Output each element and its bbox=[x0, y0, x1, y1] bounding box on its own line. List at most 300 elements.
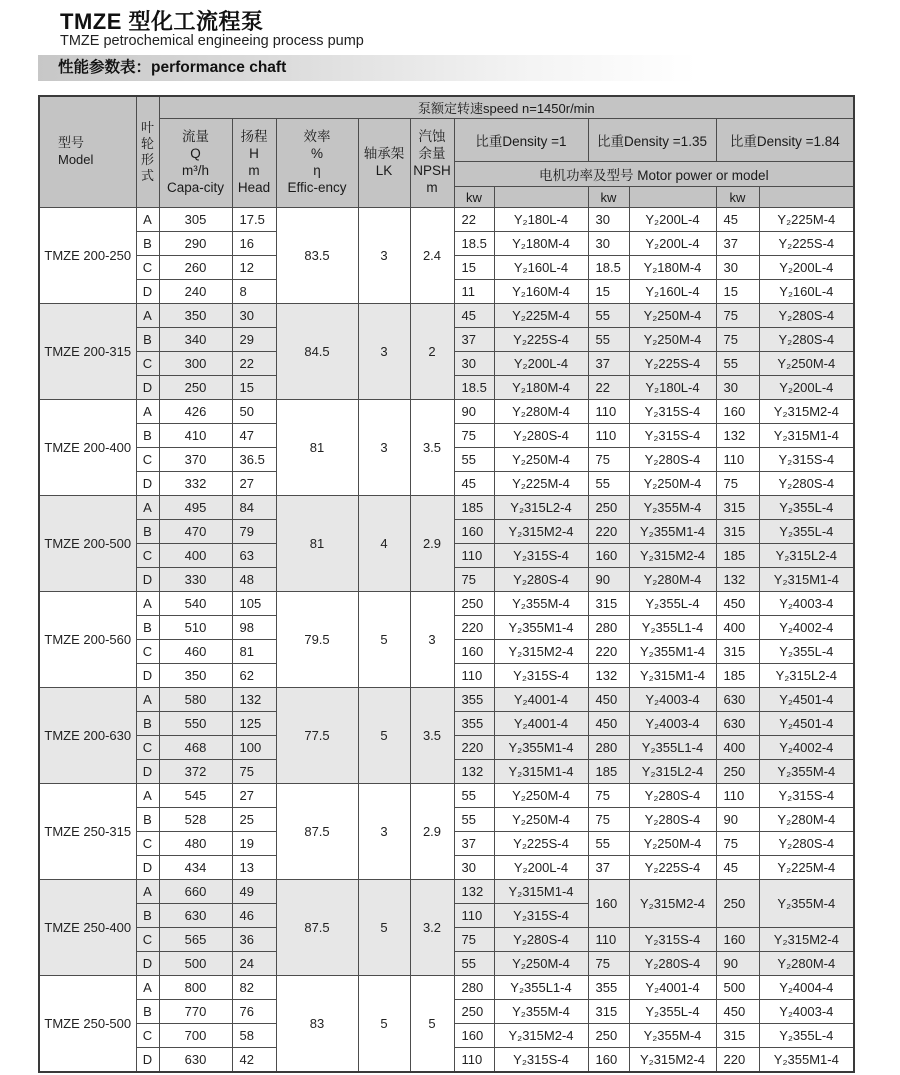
motor-model-cell: Y₂355L1-4 bbox=[629, 616, 716, 640]
impeller-cell: D bbox=[136, 952, 159, 976]
motor-model-cell: Y₂160L-4 bbox=[494, 256, 588, 280]
motor-model-cell: Y₂4002-4 bbox=[759, 736, 854, 760]
motor-kw-cell: 132 bbox=[716, 568, 759, 592]
impeller-cell: C bbox=[136, 448, 159, 472]
flow-cell: 330 bbox=[159, 568, 232, 592]
efficiency-cell: 87.5 bbox=[276, 784, 358, 880]
motor-model-cell: Y₂280M-4 bbox=[759, 952, 854, 976]
flow-cell: 540 bbox=[159, 592, 232, 616]
motor-model-cell: Y₂225S-4 bbox=[629, 856, 716, 880]
impeller-cell: B bbox=[136, 616, 159, 640]
bearing-cell: 5 bbox=[358, 976, 410, 1073]
motor-model-cell: Y₂355M-4 bbox=[629, 1024, 716, 1048]
motor-model-cell: Y₂4001-4 bbox=[494, 688, 588, 712]
motor-kw-cell: 630 bbox=[716, 688, 759, 712]
impeller-cell: B bbox=[136, 424, 159, 448]
impeller-cell: A bbox=[136, 688, 159, 712]
motor-kw-cell: 55 bbox=[454, 952, 494, 976]
motor-kw-cell: 450 bbox=[588, 688, 629, 712]
motor-kw-cell: 355 bbox=[454, 712, 494, 736]
motor-kw-cell: 500 bbox=[716, 976, 759, 1000]
impeller-cell: A bbox=[136, 208, 159, 232]
motor-model-cell: Y₂180M-4 bbox=[629, 256, 716, 280]
bearing-cell: 3 bbox=[358, 208, 410, 304]
motor-model-cell: Y₂315M1-4 bbox=[759, 568, 854, 592]
head-cell: 48 bbox=[232, 568, 276, 592]
motor-kw-cell: 132 bbox=[588, 664, 629, 688]
motor-model-cell: Y₂315M2-4 bbox=[494, 520, 588, 544]
motor-model-cell: Y₂355M-4 bbox=[759, 760, 854, 784]
motor-model-cell: Y₂355M-4 bbox=[629, 496, 716, 520]
npsh-cell: 2.9 bbox=[410, 784, 454, 880]
motor-model-cell: Y₂160M-4 bbox=[494, 280, 588, 304]
motor-kw-cell: 250 bbox=[588, 496, 629, 520]
head-cell: 30 bbox=[232, 304, 276, 328]
bearing-cell: 5 bbox=[358, 688, 410, 784]
flow-cell: 480 bbox=[159, 832, 232, 856]
head-cell: 25 bbox=[232, 808, 276, 832]
model-cell: TMZE 250-400 bbox=[39, 880, 136, 976]
motor-model-cell: Y₂180L-4 bbox=[494, 208, 588, 232]
flow-cell: 410 bbox=[159, 424, 232, 448]
motor-kw-cell: 22 bbox=[454, 208, 494, 232]
page-title: TMZE 型化工流程泵 bbox=[60, 9, 264, 34]
impeller-cell: A bbox=[136, 400, 159, 424]
motor-kw-cell: 160 bbox=[588, 544, 629, 568]
impeller-cell: C bbox=[136, 928, 159, 952]
head-cell: 27 bbox=[232, 472, 276, 496]
motor-model-cell: Y₂355M1-4 bbox=[494, 736, 588, 760]
impeller-cell: D bbox=[136, 664, 159, 688]
npsh-cell: 2.4 bbox=[410, 208, 454, 304]
motor-kw-cell: 315 bbox=[588, 1000, 629, 1024]
motor-kw-cell: 45 bbox=[454, 472, 494, 496]
motor-kw-cell: 110 bbox=[588, 400, 629, 424]
head-cell: 58 bbox=[232, 1024, 276, 1048]
motor-kw-cell: 15 bbox=[454, 256, 494, 280]
model-cell: TMZE 200-500 bbox=[39, 496, 136, 592]
head-cell: 81 bbox=[232, 640, 276, 664]
motor-kw-cell: 280 bbox=[588, 616, 629, 640]
motor-kw-cell: 55 bbox=[588, 832, 629, 856]
impeller-cell: D bbox=[136, 760, 159, 784]
kw-header-2: kw bbox=[588, 187, 629, 208]
motor-kw-cell: 90 bbox=[454, 400, 494, 424]
impeller-cell: C bbox=[136, 832, 159, 856]
motor-kw-cell: 55 bbox=[454, 808, 494, 832]
model-cell: TMZE 250-500 bbox=[39, 976, 136, 1073]
motor-model-header-3 bbox=[759, 187, 854, 208]
motor-kw-cell: 75 bbox=[454, 928, 494, 952]
head-cell: 12 bbox=[232, 256, 276, 280]
efficiency-cell: 87.5 bbox=[276, 880, 358, 976]
motor-model-cell: Y₂315S-4 bbox=[494, 664, 588, 688]
bearing-column-header: 轴承架 LK bbox=[358, 119, 410, 208]
motor-kw-cell: 450 bbox=[588, 712, 629, 736]
motor-kw-cell: 75 bbox=[716, 832, 759, 856]
motor-kw-cell: 75 bbox=[716, 304, 759, 328]
head-cell: 125 bbox=[232, 712, 276, 736]
motor-kw-cell: 110 bbox=[454, 904, 494, 928]
flow-cell: 528 bbox=[159, 808, 232, 832]
flow-cell: 370 bbox=[159, 448, 232, 472]
impeller-cell: D bbox=[136, 376, 159, 400]
motor-model-cell: Y₂315L2-4 bbox=[629, 760, 716, 784]
motor-model-cell: Y₂225M-4 bbox=[494, 472, 588, 496]
model-header-en: Model bbox=[58, 152, 94, 167]
impeller-cell: B bbox=[136, 904, 159, 928]
impeller-cell: A bbox=[136, 880, 159, 904]
motor-model-cell: Y₂250M-4 bbox=[494, 448, 588, 472]
impeller-cell: A bbox=[136, 976, 159, 1000]
motor-model-cell: Y₂355M-4 bbox=[494, 1000, 588, 1024]
density-184-header: 比重Density =1.84 bbox=[716, 119, 854, 162]
motor-model-cell: Y₂280S-4 bbox=[629, 808, 716, 832]
motor-kw-cell: 55 bbox=[454, 784, 494, 808]
flow-cell: 700 bbox=[159, 1024, 232, 1048]
motor-model-cell: Y₂225M-4 bbox=[759, 856, 854, 880]
bearing-cell: 3 bbox=[358, 784, 410, 880]
motor-kw-cell: 160 bbox=[454, 640, 494, 664]
motor-model-cell: Y₂160L-4 bbox=[759, 280, 854, 304]
head-cell: 79 bbox=[232, 520, 276, 544]
efficiency-column-header: 效率 % η Effic-ency bbox=[276, 119, 358, 208]
impeller-cell: C bbox=[136, 256, 159, 280]
model-cell: TMZE 200-250 bbox=[39, 208, 136, 304]
table-row bbox=[39, 880, 854, 904]
motor-kw-cell: 30 bbox=[588, 208, 629, 232]
motor-power-header: 电机功率及型号 Motor power or model bbox=[454, 162, 854, 187]
kw-header-1: kw bbox=[454, 187, 494, 208]
motor-kw-cell: 315 bbox=[716, 520, 759, 544]
motor-model-cell: Y₂355L-4 bbox=[759, 496, 854, 520]
motor-kw-cell: 110 bbox=[454, 664, 494, 688]
density-header-row bbox=[39, 119, 854, 162]
motor-kw-cell: 220 bbox=[588, 640, 629, 664]
motor-kw-cell: 250 bbox=[454, 1000, 494, 1024]
motor-model-cell: Y₂280S-4 bbox=[759, 472, 854, 496]
model-cell: TMZE 250-315 bbox=[39, 784, 136, 880]
flow-cell: 350 bbox=[159, 304, 232, 328]
npsh-cell: 5 bbox=[410, 976, 454, 1073]
motor-model-cell: Y₂355M1-4 bbox=[629, 640, 716, 664]
motor-kw-cell: 18.5 bbox=[454, 232, 494, 256]
table-row bbox=[39, 688, 854, 712]
motor-kw-cell: 220 bbox=[716, 1048, 759, 1073]
motor-kw-cell: 160 bbox=[716, 928, 759, 952]
motor-kw-cell: 18.5 bbox=[454, 376, 494, 400]
motor-kw-cell: 400 bbox=[716, 616, 759, 640]
impeller-cell: A bbox=[136, 592, 159, 616]
motor-model-cell: Y₂355M-4 bbox=[494, 592, 588, 616]
motor-model-cell: Y₂180M-4 bbox=[494, 232, 588, 256]
head-cell: 13 bbox=[232, 856, 276, 880]
impeller-cell: D bbox=[136, 472, 159, 496]
motor-model-cell: Y₂4003-4 bbox=[629, 712, 716, 736]
motor-kw-cell: 250 bbox=[716, 880, 759, 928]
head-cell: 132 bbox=[232, 688, 276, 712]
head-cell: 15 bbox=[232, 376, 276, 400]
motor-model-cell: Y₂250M-4 bbox=[629, 304, 716, 328]
motor-model-cell: Y₂4501-4 bbox=[759, 712, 854, 736]
flow-cell: 340 bbox=[159, 328, 232, 352]
flow-cell: 290 bbox=[159, 232, 232, 256]
motor-model-cell: Y₂250M-4 bbox=[494, 784, 588, 808]
motor-kw-cell: 110 bbox=[716, 448, 759, 472]
motor-kw-cell: 280 bbox=[454, 976, 494, 1000]
motor-kw-cell: 90 bbox=[588, 568, 629, 592]
head-cell: 8 bbox=[232, 280, 276, 304]
head-cell: 36.5 bbox=[232, 448, 276, 472]
bearing-cell: 4 bbox=[358, 496, 410, 592]
head-cell: 22 bbox=[232, 352, 276, 376]
motor-kw-cell: 15 bbox=[588, 280, 629, 304]
model-cell: TMZE 200-630 bbox=[39, 688, 136, 784]
motor-kw-cell: 132 bbox=[454, 880, 494, 904]
motor-model-cell: Y₂355M-4 bbox=[759, 880, 854, 928]
motor-model-cell: Y₂315L2-4 bbox=[759, 664, 854, 688]
page-subtitle: TMZE petrochemical engineeing process pump bbox=[60, 33, 364, 49]
motor-kw-cell: 355 bbox=[454, 688, 494, 712]
motor-model-cell: Y₂315S-4 bbox=[494, 544, 588, 568]
head-cell: 47 bbox=[232, 424, 276, 448]
impeller-cell: B bbox=[136, 520, 159, 544]
bearing-cell: 3 bbox=[358, 400, 410, 496]
model-cell: TMZE 200-315 bbox=[39, 304, 136, 400]
motor-kw-cell: 132 bbox=[716, 424, 759, 448]
motor-kw-cell: 30 bbox=[588, 232, 629, 256]
head-cell: 63 bbox=[232, 544, 276, 568]
impeller-cell: D bbox=[136, 280, 159, 304]
density-135-header: 比重Density =1.35 bbox=[588, 119, 716, 162]
motor-model-cell: Y₂355L1-4 bbox=[629, 736, 716, 760]
motor-kw-cell: 45 bbox=[716, 208, 759, 232]
npsh-cell: 2.9 bbox=[410, 496, 454, 592]
motor-kw-cell: 355 bbox=[588, 976, 629, 1000]
motor-model-cell: Y₂355L-4 bbox=[759, 1024, 854, 1048]
motor-kw-cell: 75 bbox=[588, 808, 629, 832]
motor-model-cell: Y₂315M1-4 bbox=[629, 664, 716, 688]
flow-cell: 372 bbox=[159, 760, 232, 784]
motor-kw-cell: 450 bbox=[716, 1000, 759, 1024]
table-row bbox=[39, 592, 854, 616]
motor-model-cell: Y₂315M2-4 bbox=[629, 1048, 716, 1073]
npsh-column-header: 汽蚀 余量 NPSH m bbox=[410, 119, 454, 208]
efficiency-cell: 83.5 bbox=[276, 208, 358, 304]
head-cell: 36 bbox=[232, 928, 276, 952]
table-row bbox=[39, 496, 854, 520]
motor-model-cell: Y₂200L-4 bbox=[494, 856, 588, 880]
table-row bbox=[39, 400, 854, 424]
motor-kw-cell: 18.5 bbox=[588, 256, 629, 280]
efficiency-cell: 77.5 bbox=[276, 688, 358, 784]
flow-cell: 305 bbox=[159, 208, 232, 232]
motor-model-cell: Y₂280S-4 bbox=[629, 952, 716, 976]
head-column-header: 扬程 H m Head bbox=[232, 119, 276, 208]
motor-model-cell: Y₂315M2-4 bbox=[629, 544, 716, 568]
model-cell: TMZE 200-400 bbox=[39, 400, 136, 496]
motor-model-cell: Y₂355L-4 bbox=[759, 520, 854, 544]
motor-model-cell: Y₂225S-4 bbox=[494, 328, 588, 352]
motor-model-cell: Y₂315S-4 bbox=[629, 928, 716, 952]
motor-model-cell: Y₂4003-4 bbox=[759, 592, 854, 616]
motor-kw-cell: 75 bbox=[588, 448, 629, 472]
motor-kw-cell: 55 bbox=[588, 304, 629, 328]
flow-cell: 426 bbox=[159, 400, 232, 424]
motor-model-cell: Y₂280S-4 bbox=[759, 328, 854, 352]
motor-kw-cell: 315 bbox=[716, 496, 759, 520]
head-cell: 62 bbox=[232, 664, 276, 688]
motor-kw-cell: 315 bbox=[716, 1024, 759, 1048]
motor-kw-cell: 110 bbox=[588, 424, 629, 448]
head-cell: 17.5 bbox=[232, 208, 276, 232]
motor-model-cell: Y₂315S-4 bbox=[759, 784, 854, 808]
motor-kw-cell: 37 bbox=[454, 832, 494, 856]
flow-cell: 495 bbox=[159, 496, 232, 520]
motor-model-cell: Y₂250M-4 bbox=[759, 352, 854, 376]
motor-kw-cell: 315 bbox=[588, 592, 629, 616]
motor-model-cell: Y₂280S-4 bbox=[759, 304, 854, 328]
impeller-cell: A bbox=[136, 304, 159, 328]
motor-model-cell: Y₂315M2-4 bbox=[759, 928, 854, 952]
motor-model-cell: Y₂280S-4 bbox=[629, 448, 716, 472]
motor-kw-cell: 55 bbox=[454, 448, 494, 472]
motor-model-cell: Y₂280S-4 bbox=[629, 784, 716, 808]
motor-model-cell: Y₂200L-4 bbox=[629, 208, 716, 232]
motor-kw-cell: 220 bbox=[454, 616, 494, 640]
head-cell: 46 bbox=[232, 904, 276, 928]
motor-kw-cell: 75 bbox=[454, 568, 494, 592]
flow-column-header: 流量 Q m³/h Capa-city bbox=[159, 119, 232, 208]
motor-model-cell: Y₂315M2-4 bbox=[494, 640, 588, 664]
motor-model-cell: Y₂355L-4 bbox=[759, 640, 854, 664]
motor-kw-cell: 110 bbox=[454, 544, 494, 568]
motor-model-cell: Y₂315S-4 bbox=[494, 904, 588, 928]
motor-kw-cell: 185 bbox=[454, 496, 494, 520]
motor-model-cell: Y₂180M-4 bbox=[494, 376, 588, 400]
motor-model-cell: Y₂315S-4 bbox=[494, 1048, 588, 1073]
motor-kw-cell: 55 bbox=[716, 352, 759, 376]
motor-kw-cell: 37 bbox=[588, 856, 629, 880]
motor-model-cell: Y₂200L-4 bbox=[494, 352, 588, 376]
motor-model-cell: Y₂280S-4 bbox=[494, 928, 588, 952]
impeller-cell: D bbox=[136, 856, 159, 880]
motor-model-cell: Y₂315M2-4 bbox=[629, 880, 716, 928]
motor-kw-cell: 55 bbox=[588, 472, 629, 496]
motor-model-cell: Y₂160L-4 bbox=[629, 280, 716, 304]
motor-kw-cell: 450 bbox=[716, 592, 759, 616]
impeller-cell: B bbox=[136, 808, 159, 832]
flow-cell: 300 bbox=[159, 352, 232, 376]
motor-model-cell: Y₂180L-4 bbox=[629, 376, 716, 400]
motor-model-cell: Y₂315M1-4 bbox=[494, 760, 588, 784]
model-column-header bbox=[39, 96, 136, 208]
motor-model-cell: Y₂225S-4 bbox=[629, 352, 716, 376]
motor-model-cell: Y₂315S-4 bbox=[629, 400, 716, 424]
motor-model-cell: Y₂280S-4 bbox=[494, 424, 588, 448]
flow-cell: 434 bbox=[159, 856, 232, 880]
motor-model-cell: Y₂315M2-4 bbox=[759, 400, 854, 424]
impeller-cell: B bbox=[136, 712, 159, 736]
table-body bbox=[39, 208, 854, 1073]
impeller-cell: D bbox=[136, 1048, 159, 1073]
motor-kw-cell: 45 bbox=[454, 304, 494, 328]
motor-kw-cell: 75 bbox=[588, 952, 629, 976]
table-row bbox=[39, 208, 854, 232]
motor-kw-cell: 75 bbox=[716, 328, 759, 352]
npsh-cell: 3.5 bbox=[410, 688, 454, 784]
head-cell: 100 bbox=[232, 736, 276, 760]
flow-cell: 630 bbox=[159, 1048, 232, 1073]
impeller-header-text: 叶轮形式 bbox=[141, 119, 155, 184]
flow-cell: 400 bbox=[159, 544, 232, 568]
motor-model-cell: Y₂355M1-4 bbox=[629, 520, 716, 544]
head-cell: 27 bbox=[232, 784, 276, 808]
flow-cell: 240 bbox=[159, 280, 232, 304]
efficiency-cell: 81 bbox=[276, 496, 358, 592]
motor-model-cell: Y₂4001-4 bbox=[629, 976, 716, 1000]
motor-kw-cell: 30 bbox=[716, 376, 759, 400]
motor-kw-cell: 75 bbox=[588, 784, 629, 808]
head-cell: 50 bbox=[232, 400, 276, 424]
flow-cell: 460 bbox=[159, 640, 232, 664]
motor-kw-cell: 45 bbox=[716, 856, 759, 880]
motor-model-cell: Y₂250M-4 bbox=[494, 952, 588, 976]
flow-cell: 545 bbox=[159, 784, 232, 808]
table-row bbox=[39, 784, 854, 808]
motor-kw-cell: 250 bbox=[588, 1024, 629, 1048]
impeller-cell: C bbox=[136, 1024, 159, 1048]
motor-kw-cell: 90 bbox=[716, 952, 759, 976]
motor-model-cell: Y₂315S-4 bbox=[759, 448, 854, 472]
motor-kw-cell: 15 bbox=[716, 280, 759, 304]
head-cell: 16 bbox=[232, 232, 276, 256]
motor-kw-cell: 185 bbox=[716, 664, 759, 688]
impeller-cell: C bbox=[136, 352, 159, 376]
motor-model-cell: Y₂225M-4 bbox=[494, 304, 588, 328]
flow-cell: 630 bbox=[159, 904, 232, 928]
motor-model-cell: Y₂280M-4 bbox=[759, 808, 854, 832]
impeller-cell: C bbox=[136, 736, 159, 760]
motor-kw-cell: 132 bbox=[454, 760, 494, 784]
flow-cell: 350 bbox=[159, 664, 232, 688]
motor-model-cell: Y₂355L-4 bbox=[629, 592, 716, 616]
motor-kw-cell: 160 bbox=[588, 880, 629, 928]
motor-model-cell: Y₂280S-4 bbox=[759, 832, 854, 856]
flow-cell: 800 bbox=[159, 976, 232, 1000]
motor-kw-cell: 75 bbox=[454, 424, 494, 448]
flow-cell: 470 bbox=[159, 520, 232, 544]
head-cell: 82 bbox=[232, 976, 276, 1000]
motor-model-cell: Y₂4003-4 bbox=[759, 1000, 854, 1024]
performance-table bbox=[38, 95, 855, 1073]
motor-model-cell: Y₂200L-4 bbox=[629, 232, 716, 256]
motor-kw-cell: 630 bbox=[716, 712, 759, 736]
motor-model-cell: Y₂355M1-4 bbox=[759, 1048, 854, 1073]
motor-kw-cell: 280 bbox=[588, 736, 629, 760]
npsh-cell: 3.2 bbox=[410, 880, 454, 976]
flow-cell: 660 bbox=[159, 880, 232, 904]
motor-model-header-2 bbox=[629, 187, 716, 208]
motor-model-cell: Y₂280M-4 bbox=[629, 568, 716, 592]
flow-cell: 550 bbox=[159, 712, 232, 736]
motor-kw-cell: 160 bbox=[454, 1024, 494, 1048]
efficiency-cell: 84.5 bbox=[276, 304, 358, 400]
motor-kw-cell: 185 bbox=[716, 544, 759, 568]
head-cell: 29 bbox=[232, 328, 276, 352]
motor-model-cell: Y₂4501-4 bbox=[759, 688, 854, 712]
motor-model-cell: Y₂200L-4 bbox=[759, 376, 854, 400]
